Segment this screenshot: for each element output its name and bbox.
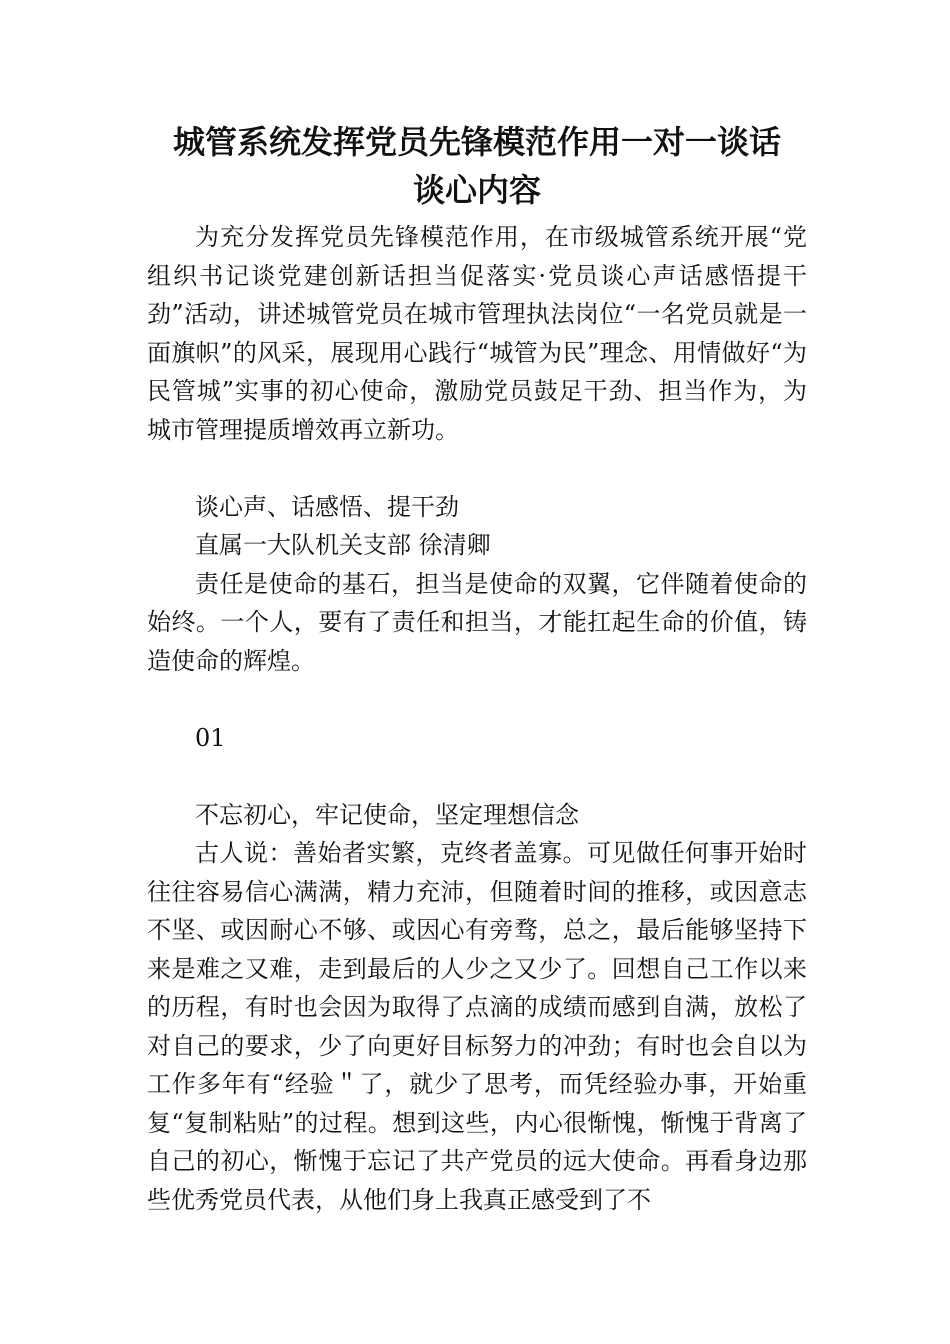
blank-line [147, 449, 807, 488]
document-title [147, 118, 807, 214]
author-line: 直属一大队机关支部 徐清卿 [195, 531, 491, 559]
section-number: 01 [195, 723, 226, 752]
document-page [147, 118, 807, 1219]
title-line-2: 谈心内容 [412, 171, 541, 209]
sub-heading: 不忘初心，牢记使命，坚定理想信念 [195, 800, 579, 829]
ancients-paragraph: 古人说：善始者实繁，克终者盖寡。可见做任何事开始时往往容易信心满满，精力充沛，但随着时间的推移，或因意志不坚、或因耐心不够、或因心有旁骛，总之，最后能够坚持下来是难之又难，走到最后的人少之又少了。回想自己工作以来的历程，有时也会因为取得了点滴的成绩而感到自满，放松了对自己的要求，少了向更好目标努力的冲劲；有时也会自以为工作多年有“经验＂了，就少了思考，而凭经验办事，开始重复“复制粘贴”的过程。想到这些，内心很惭愧，惭愧于背离了自己的初心，惭愧于忘记了共产党员的远大使命。再看身边那些优秀党员代表，从他们身上我真正感受到了不 [147, 839, 807, 1214]
section-heading: 谈心声、话感悟、提干劲 [195, 492, 459, 521]
blank-line [147, 680, 807, 719]
intro-paragraph: 为充分发挥党员先锋模范作用，在市级城管系统开展“党组织书记谈党建创新话担当促落实·党员谈心声话感悟提干劲”活动，讲述城管党员在城市管理执法岗位“一名党员就是一面旗帜”的风采，展现用心践行“城管为民”理念、用情做好“为民管城”实事的初心使命，激励党员鼓足干劲、担当作为，为城市管理提质增效再立新功。 [147, 223, 807, 444]
document-body [147, 218, 807, 1219]
responsibility-paragraph: 责任是使命的基石，担当是使命的双翼，它伴随着使命的始终。一个人，要有了责任和担当，才能扛起生命的价值，铸造使命的辉煌。 [147, 569, 807, 675]
title-line-1: 城管系统发挥党员先锋模范作用一对一谈话 [172, 123, 781, 161]
blank-line [147, 757, 807, 796]
